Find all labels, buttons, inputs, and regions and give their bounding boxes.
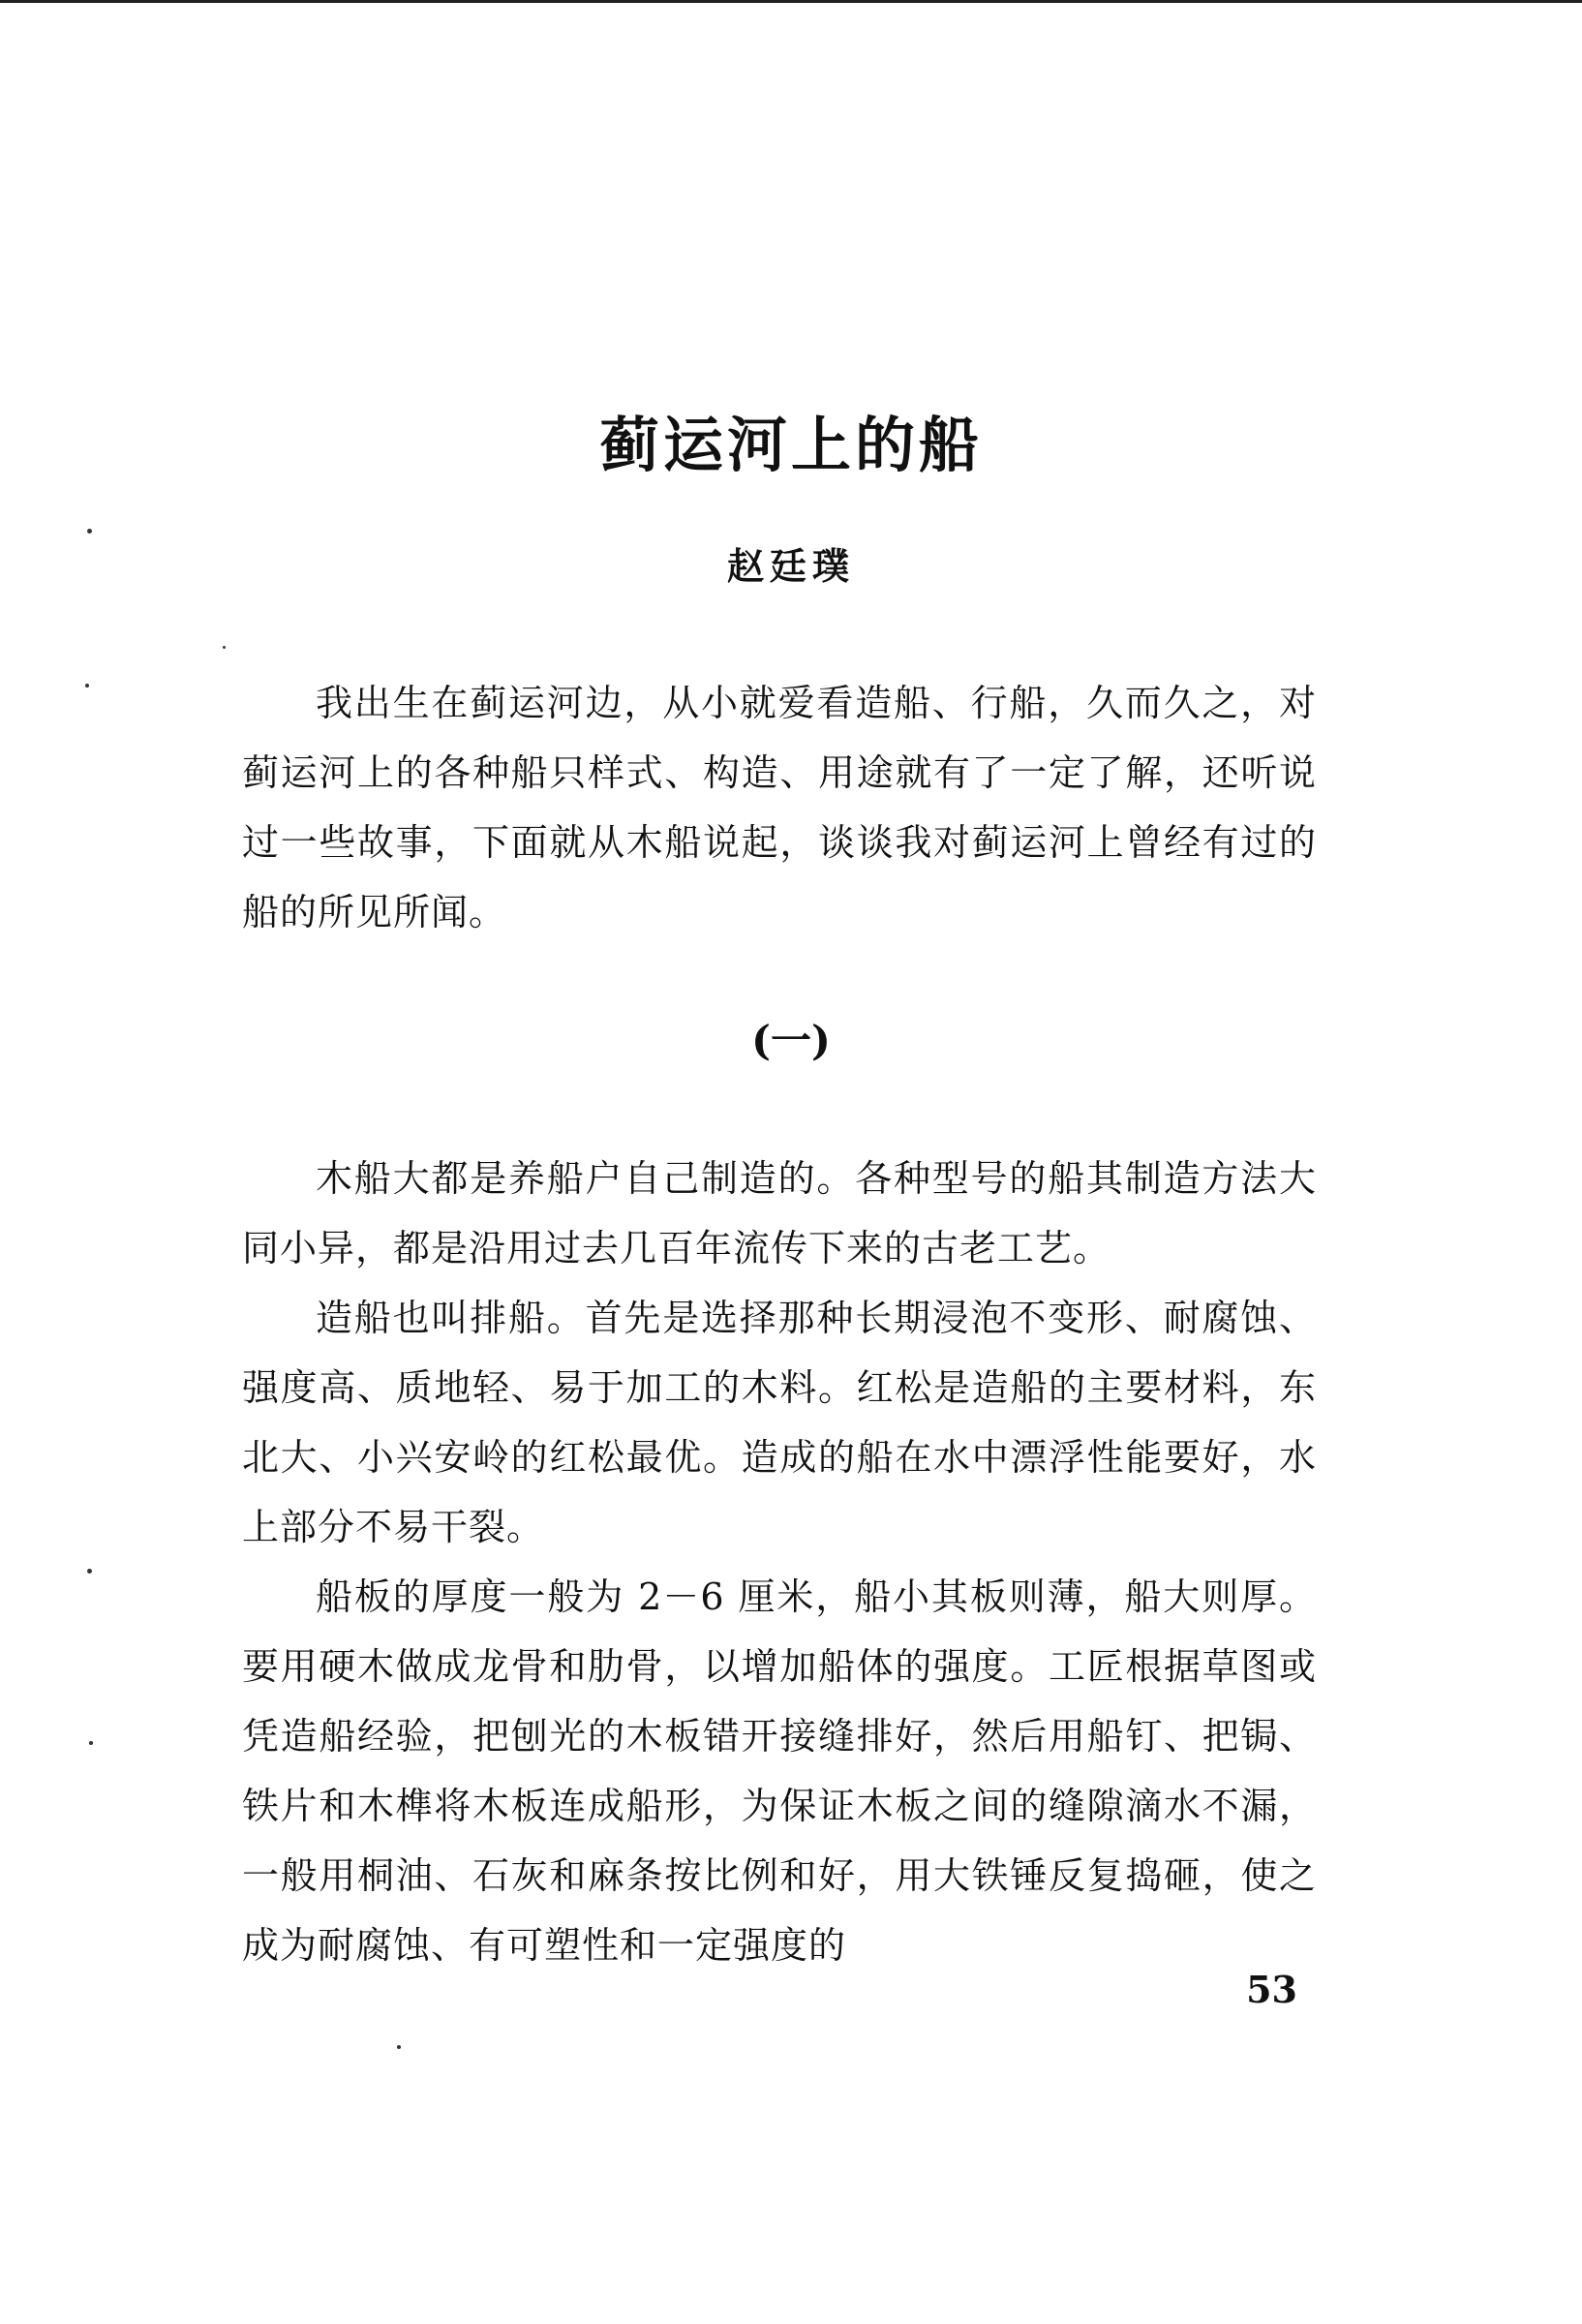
top-border-line bbox=[0, 0, 1582, 3]
body-paragraph: 木船大都是养船户自己制造的。各种型号的船其制造方法大同小异，都是沿用过去几百年流传下来的古老工艺。 bbox=[242, 1157, 1317, 1269]
body-paragraph: 船板的厚度一般为 2－6 厘米，船小其板则薄，船大则厚。要用硬木做成龙骨和肋骨，以增加船体的强度。工匠根据草图或凭造船经验，把刨光的木板错开接缝排好，然后用船钉、把锔、铁片和木榫将木板连成船形，为保证木板之间的缝隙滴水不漏，一般用桐油、石灰和麻条按比例和好，用大铁锤反复捣砸，使之成为耐腐蚀、有可塑性和一定强度的 bbox=[242, 1575, 1317, 1967]
scan-speck bbox=[85, 684, 89, 688]
scan-speck bbox=[223, 646, 226, 649]
section-heading: (一) bbox=[751, 1017, 831, 1064]
scan-speck bbox=[89, 1741, 93, 1745]
main-body-section bbox=[242, 1144, 1317, 1980]
scan-speck bbox=[87, 529, 92, 534]
page-number: 53 bbox=[1246, 1968, 1297, 2011]
article-title: 蓟运河上的船 bbox=[598, 409, 983, 480]
intro-paragraph: 我出生在蓟运河边，从小就爱看造船、行船，久而久之，对蓟运河上的各种船只样式、构造、用途就有了一定了解，还听说过一些故事，下面就从木船说起，谈谈我对蓟运河上曾经有过的船的所见所闻。 bbox=[242, 682, 1317, 933]
intro-section bbox=[242, 668, 1317, 947]
scan-speck bbox=[397, 2045, 401, 2049]
scan-speck bbox=[87, 1569, 92, 1574]
body-paragraph: 造船也叫排船。首先是选择那种长期浸泡不变形、耐腐蚀、强度高、质地轻、易于加工的木料。红松是造船的主要材料，东北大、小兴安岭的红松最优。造成的船在水中漂浮性能要好，水上部分不易干裂。 bbox=[242, 1297, 1317, 1548]
author-name: 赵廷璞 bbox=[726, 544, 855, 588]
